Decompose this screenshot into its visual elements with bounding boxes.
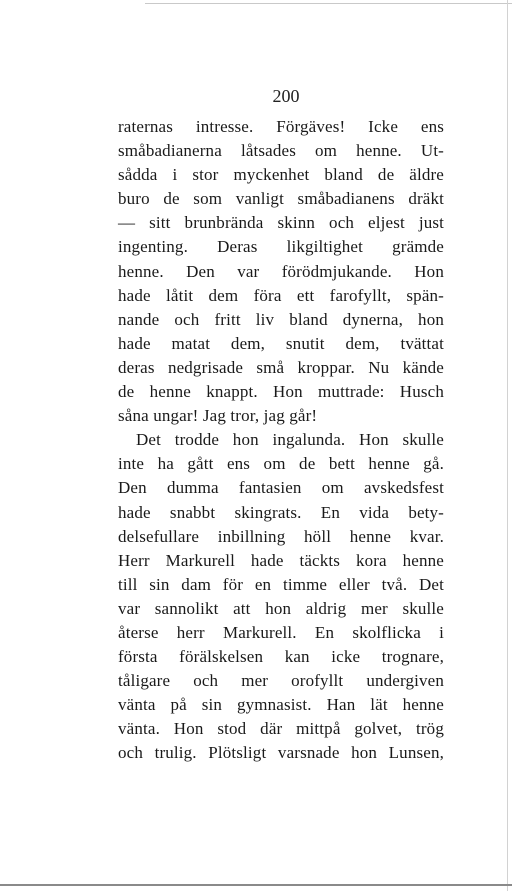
text-line: Den dumma fantasien om avskedsfest — [118, 478, 444, 498]
text-line: och trulig. Plötsligt varsnade hon Lunsen, — [118, 743, 444, 763]
text-line: första förälskelsen kan icke trognare, — [118, 647, 444, 667]
text-line: Herr Markurell hade täckts kora henne — [118, 550, 444, 570]
page-number: 200 — [272, 86, 300, 106]
text-line: de henne knappt. Hon muttrade: Husch — [118, 382, 444, 402]
text-line: Det trodde hon ingalunda. Hon skulle — [136, 430, 444, 450]
text-line: var sannolikt att hon aldrig mer skulle — [118, 598, 444, 618]
text-line: inte ha gått ens om de bett henne gå. — [118, 454, 444, 474]
text-line: nande och fritt liv bland dynerna, hon — [118, 309, 444, 329]
text-line: tåligare och mer orofyllt undergiven — [118, 671, 444, 691]
text-line: småbadianerna låtsades om henne. Ut- — [118, 141, 444, 161]
text-line: vänta. Hon stod där mittpå golvet, trög — [118, 719, 444, 739]
text-line: buro de som vanligt småbadianens dräkt — [118, 189, 444, 209]
page-edge-right — [507, 0, 508, 891]
text-line: återse herr Markurell. En skolflicka i — [118, 622, 444, 642]
text-line: hade låtit dem föra ett farofyllt, spän- — [118, 285, 444, 305]
text-line: ingenting. Deras likgiltighet grämde — [118, 237, 444, 257]
text-line: raternas intresse. Förgäves! Icke ens — [118, 117, 444, 136]
text-line: hade matat dem, snutit dem, tvättat — [118, 333, 444, 353]
page-edge-top — [145, 3, 512, 4]
text-line: till sin dam för en timme eller två. Det — [118, 574, 444, 594]
page-edge-bottom — [0, 884, 512, 886]
text-line: vänta på sin gymnasist. Han lät henne — [118, 695, 444, 715]
text-line: delsefullare inbillning höll henne kvar. — [118, 526, 444, 546]
text-line: sådda i stor myckenhet bland de äldre — [118, 165, 444, 185]
text-line: såna ungar! Jag tror, jag går! — [118, 406, 318, 426]
body-text — [118, 115, 444, 766]
text-line: hade snabbt skingrats. En vida bety- — [118, 502, 444, 522]
text-line: deras nedgrisade små kroppar. Nu kände — [118, 357, 444, 377]
text-line: henne. Den var förödmjukande. Hon — [118, 261, 444, 281]
text-line: — sitt brunbrända skinn och eljest just — [118, 213, 444, 233]
